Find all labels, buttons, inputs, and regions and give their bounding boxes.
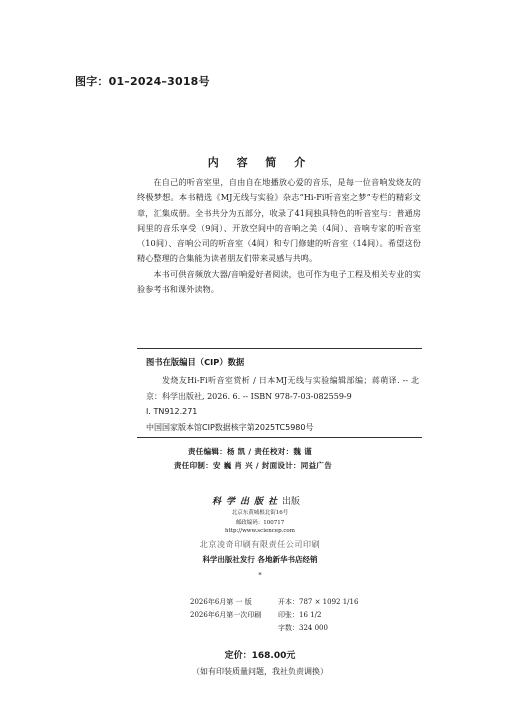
printer-line: 北京凌奇印刷有限责任公司印刷 [199, 540, 321, 549]
publisher-website: http://www.sciencep.com [225, 528, 295, 534]
quality-note: （如有印装质量问题，我社负责调换） [192, 667, 328, 676]
publisher-address: 北京东黄城根北街16号 [231, 510, 289, 516]
cip-heading: 图书在版编目（CIP）数据 [146, 357, 245, 367]
publisher-name: 科学出版社 [212, 497, 283, 507]
cip-description: 发烧友Hi-Fi听音室赏析 / 日本MJ无线与实验编辑部编；蒋萌译. -- 北京：科学出版社, 2026. 6. -- ISBN 978-7-03-082559-9 [146, 376, 419, 401]
cip-number: 中国国家版本馆CIP数据核字第2025TC5980号 [146, 422, 314, 432]
staff-line-production: 责任印制：安 巍 肖 兴 / 封面设计：同益广告 [174, 461, 332, 470]
publisher-line [212, 494, 300, 507]
price: 定价：168.00元 [224, 651, 296, 661]
cip-top-rule [137, 348, 422, 349]
separator-star: * [258, 571, 262, 579]
cip-block [146, 373, 419, 435]
cip-classification: Ⅰ. TN912.271 [146, 407, 198, 416]
spec-printing: 2026年6月第一次印刷 [190, 611, 262, 619]
spec-format: 开本：787 × 1092 1/16 [278, 598, 359, 606]
publisher-suffix: 出版 [282, 497, 301, 507]
publisher-postcode: 邮政编码：100717 [235, 520, 285, 526]
spec-words: 字数：324 000 [278, 624, 328, 632]
intro-paragraph: 本书可供音频放大器/音响爱好者阅读，也可作为电子工程及相关专业的实验参考书和课外读物。 [137, 268, 421, 295]
spec-sheets: 印张：16 1/2 [278, 611, 322, 619]
distribution-line: 科学出版社发行 各地新华书店经销 [202, 555, 318, 564]
registration-number: 图字：01–2024–3018号 [75, 75, 210, 88]
staff-line-editors: 责任编辑：杨 凯 / 责任校对：魏 谨 [188, 447, 312, 456]
intro-section [137, 175, 421, 297]
intro-title: 内 容 简 介 [207, 156, 313, 169]
spec-edition: 2026年6月第 一 版 [190, 598, 252, 606]
intro-paragraph: 在自己的听音室里，自由自在地播放心爱的音乐，是每一位音响发烧友的终极梦想。本书精选《MJ无线与实验》杂志“Hi-Fi听音室之梦”专栏的精彩文章，汇集成册。全书共分为五部分，收录了41间独具特色的听音室与：普通房间里的音乐享受（9间）、开放空间中的音响之美（4间）、音响专家的听音室（10间）、音响公司的听音室（4间）和专门修建的听音室（14间）。希望这份精心整理的合集能为读者朋友们带来灵感与共鸣。 [137, 177, 421, 264]
cip-bottom-rule [137, 437, 422, 438]
